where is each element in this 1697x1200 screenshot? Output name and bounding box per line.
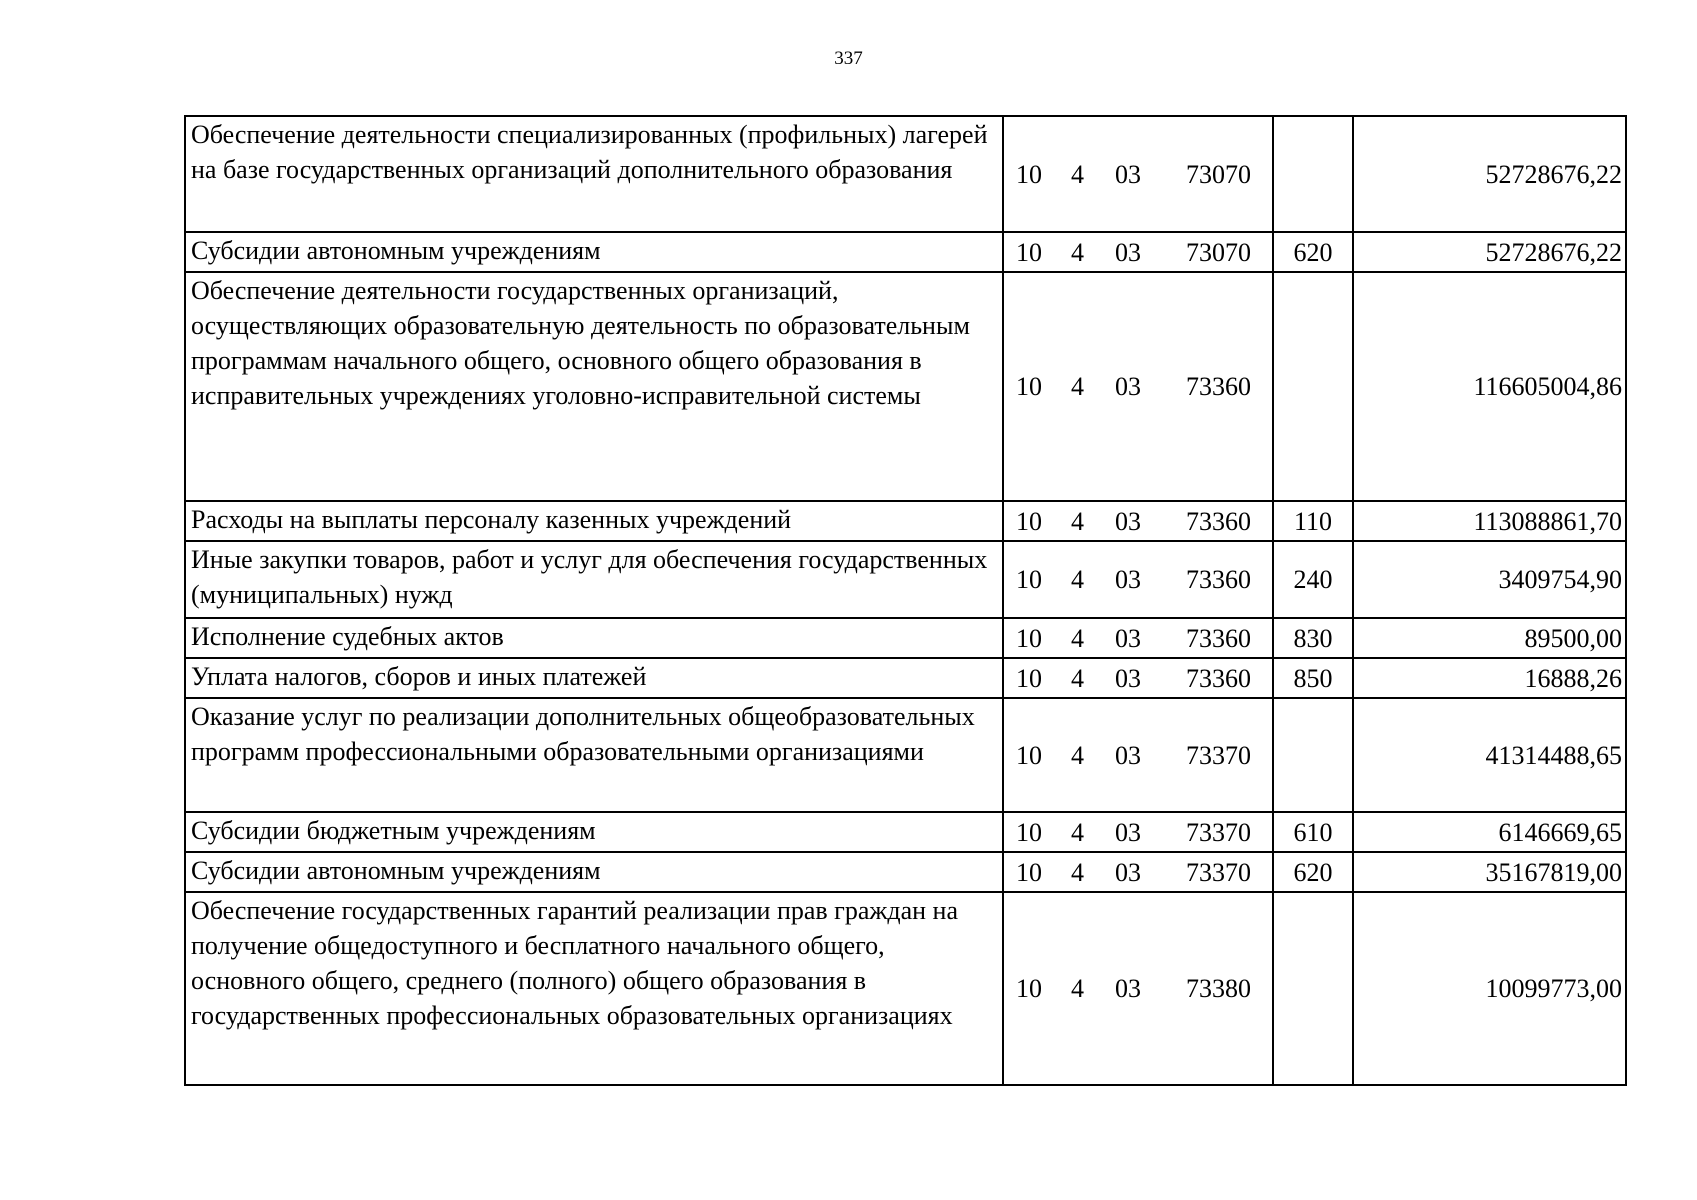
amount-cell: 6146669,65 bbox=[1353, 812, 1626, 852]
target-article-code: 73360 bbox=[1186, 506, 1251, 536]
amount-cell: 113088861,70 bbox=[1353, 501, 1626, 541]
subsection-code: 4 bbox=[1071, 565, 1084, 594]
expense-name-cell: Оказание услуг по реализации дополнительных общеобразовательных программ профессиональными образовательными организациями bbox=[185, 698, 1003, 812]
subsection-code: 4 bbox=[1071, 237, 1084, 267]
expense-name-cell: Расходы на выплаты персоналу казенных учреждений bbox=[185, 501, 1003, 541]
program-code: 03 bbox=[1115, 857, 1141, 887]
expense-type-code-cell bbox=[1273, 272, 1353, 501]
program-code: 03 bbox=[1115, 372, 1141, 401]
budget-table bbox=[184, 115, 1627, 1086]
target-article-code: 73360 bbox=[1186, 372, 1251, 401]
expense-name-cell: Обеспечение деятельности государственных организаций, осуществляющих образовательную деятельность по образовательным программам начального общего, основного общего образования в исправительных учреждениях уголовно-исправительной системы bbox=[185, 272, 1003, 501]
classification-code-cell bbox=[1003, 541, 1273, 618]
classification-code-cell bbox=[1003, 232, 1273, 272]
expense-type-code-cell: 830 bbox=[1273, 618, 1353, 658]
section-code: 10 bbox=[1016, 159, 1042, 189]
section-code: 10 bbox=[1016, 663, 1042, 693]
expense-name-cell: Обеспечение деятельности специализированных (профильных) лагерей на базе государственных организаций дополнительного образования bbox=[185, 116, 1003, 232]
program-code: 03 bbox=[1115, 237, 1141, 267]
subsection-code: 4 bbox=[1071, 506, 1084, 536]
table-row bbox=[185, 232, 1626, 272]
expense-name-cell: Субсидии автономным учреждениям bbox=[185, 232, 1003, 272]
amount-cell: 16888,26 bbox=[1353, 658, 1626, 698]
section-code: 10 bbox=[1016, 237, 1042, 267]
classification-code-cell bbox=[1003, 852, 1273, 892]
subsection-code: 4 bbox=[1071, 372, 1084, 401]
target-article-code: 73070 bbox=[1186, 237, 1251, 267]
classification-code-cell bbox=[1003, 698, 1273, 812]
subsection-code: 4 bbox=[1071, 740, 1084, 770]
expense-name-cell: Субсидии автономным учреждениям bbox=[185, 852, 1003, 892]
target-article-code: 73370 bbox=[1186, 857, 1251, 887]
expense-type-code-cell: 240 bbox=[1273, 541, 1353, 618]
classification-code-cell bbox=[1003, 892, 1273, 1085]
amount-cell: 3409754,90 bbox=[1353, 541, 1626, 618]
expense-type-code-cell bbox=[1273, 116, 1353, 232]
classification-code-cell bbox=[1003, 116, 1273, 232]
classification-code-cell bbox=[1003, 501, 1273, 541]
target-article-code: 73070 bbox=[1186, 159, 1251, 189]
expense-name-cell: Субсидии бюджетным учреждениям bbox=[185, 812, 1003, 852]
target-article-code: 73380 bbox=[1186, 974, 1251, 1003]
subsection-code: 4 bbox=[1071, 663, 1084, 693]
program-code: 03 bbox=[1115, 623, 1141, 653]
section-code: 10 bbox=[1016, 740, 1042, 770]
classification-code-cell bbox=[1003, 658, 1273, 698]
section-code: 10 bbox=[1016, 565, 1042, 594]
table-row bbox=[185, 116, 1626, 232]
program-code: 03 bbox=[1115, 817, 1141, 847]
table-row bbox=[185, 658, 1626, 698]
target-article-code: 73360 bbox=[1186, 623, 1251, 653]
program-code: 03 bbox=[1115, 663, 1141, 693]
expense-name-cell: Иные закупки товаров, работ и услуг для обеспечения государственных (муниципальных) нужд bbox=[185, 541, 1003, 618]
expense-type-code-cell: 850 bbox=[1273, 658, 1353, 698]
amount-cell: 35167819,00 bbox=[1353, 852, 1626, 892]
table-row bbox=[185, 892, 1626, 1085]
classification-code-cell bbox=[1003, 812, 1273, 852]
section-code: 10 bbox=[1016, 623, 1042, 653]
target-article-code: 73360 bbox=[1186, 663, 1251, 693]
subsection-code: 4 bbox=[1071, 857, 1084, 887]
amount-cell: 10099773,00 bbox=[1353, 892, 1626, 1085]
table-row bbox=[185, 618, 1626, 658]
program-code: 03 bbox=[1115, 506, 1141, 536]
amount-cell: 89500,00 bbox=[1353, 618, 1626, 658]
table-row bbox=[185, 501, 1626, 541]
section-code: 10 bbox=[1016, 506, 1042, 536]
classification-code-cell bbox=[1003, 618, 1273, 658]
amount-cell: 52728676,22 bbox=[1353, 116, 1626, 232]
target-article-code: 73360 bbox=[1186, 565, 1251, 594]
amount-cell: 41314488,65 bbox=[1353, 698, 1626, 812]
expense-type-code-cell: 610 bbox=[1273, 812, 1353, 852]
amount-cell: 52728676,22 bbox=[1353, 232, 1626, 272]
table-row bbox=[185, 852, 1626, 892]
expense-type-code-cell: 620 bbox=[1273, 232, 1353, 272]
section-code: 10 bbox=[1016, 817, 1042, 847]
expense-name-cell: Уплата налогов, сборов и иных платежей bbox=[185, 658, 1003, 698]
section-code: 10 bbox=[1016, 974, 1042, 1003]
table-row bbox=[185, 698, 1626, 812]
expense-name-cell: Обеспечение государственных гарантий реализации прав граждан на получение общедоступного и бесплатного начального общего, основного общего, среднего (полного) общего образования в государственных профессиональных образовательных организациях bbox=[185, 892, 1003, 1085]
table-row bbox=[185, 272, 1626, 501]
table-row bbox=[185, 541, 1626, 618]
section-code: 10 bbox=[1016, 857, 1042, 887]
table-row bbox=[185, 812, 1626, 852]
target-article-code: 73370 bbox=[1186, 740, 1251, 770]
classification-code-cell bbox=[1003, 272, 1273, 501]
subsection-code: 4 bbox=[1071, 974, 1084, 1003]
expense-type-code-cell: 110 bbox=[1273, 501, 1353, 541]
program-code: 03 bbox=[1115, 974, 1141, 1003]
expense-type-code-cell: 620 bbox=[1273, 852, 1353, 892]
subsection-code: 4 bbox=[1071, 817, 1084, 847]
expense-type-code-cell bbox=[1273, 892, 1353, 1085]
section-code: 10 bbox=[1016, 372, 1042, 401]
subsection-code: 4 bbox=[1071, 159, 1084, 189]
program-code: 03 bbox=[1115, 159, 1141, 189]
expense-type-code-cell bbox=[1273, 698, 1353, 812]
amount-cell: 116605004,86 bbox=[1353, 272, 1626, 501]
program-code: 03 bbox=[1115, 565, 1141, 594]
subsection-code: 4 bbox=[1071, 623, 1084, 653]
program-code: 03 bbox=[1115, 740, 1141, 770]
page-number: 337 bbox=[834, 48, 863, 69]
expense-name-cell: Исполнение судебных актов bbox=[185, 618, 1003, 658]
target-article-code: 73370 bbox=[1186, 817, 1251, 847]
